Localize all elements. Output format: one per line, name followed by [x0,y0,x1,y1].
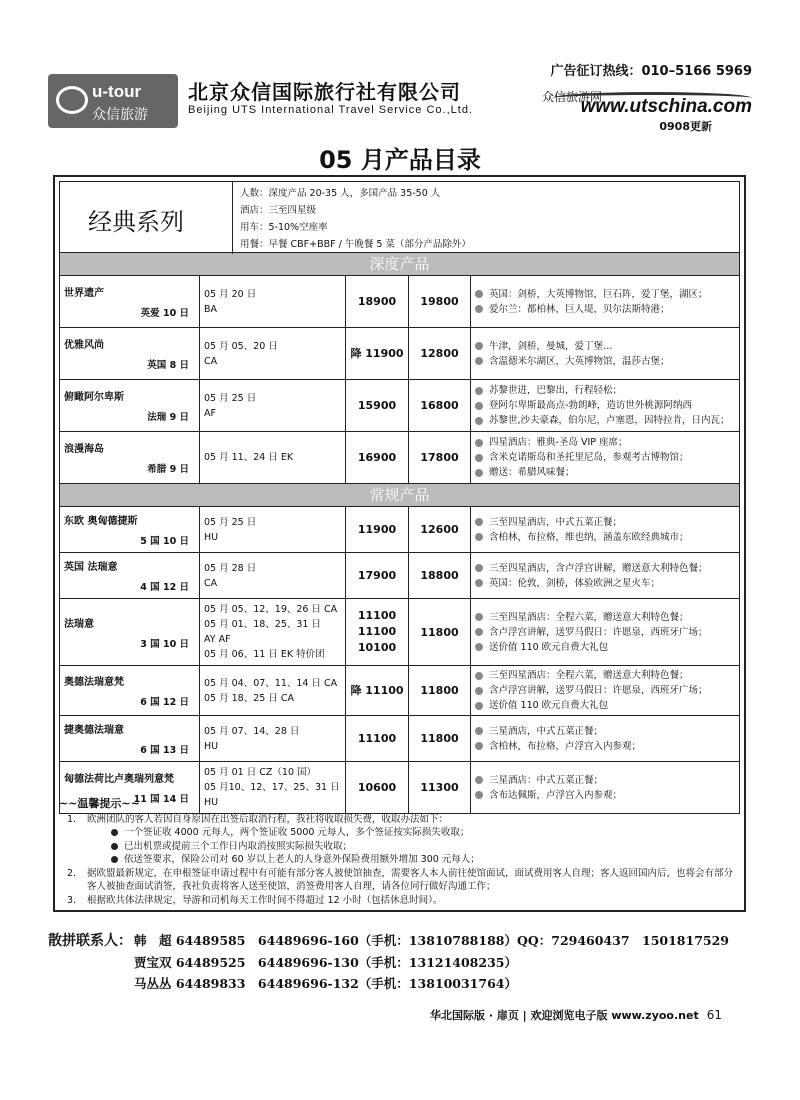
product-note: 三至四星酒店：全程六菜，赠送意大利特色餐； [489,611,689,623]
bullet-icon [475,305,483,313]
tip-number: 2. [67,867,77,879]
product-note: 三至四星酒店，含卢浮宫讲解，赠送意大利特色餐； [489,562,708,574]
product-date: 05 月 11、24 日 EK [204,452,294,463]
product-price: 15900 [357,398,397,412]
product-note: 苏黎世进，巴黎出，行程轻松； [489,385,623,396]
product-duration: 3 国 10 日 [140,638,189,650]
product-price-alt: 19800 [420,295,459,308]
catalog-frame [53,175,746,912]
bullet-icon [475,518,483,526]
product-price: 17900 [357,568,397,582]
product-price-alt: 12600 [420,523,459,536]
footer [430,1007,722,1023]
product-duration: 6 国 12 日 [140,697,189,708]
tip-text: 一个签证收 4000 元每人，两个签证收 5000 元每人，多个签证按实际损失收取； [124,827,470,838]
product-row [60,716,740,762]
product-row [60,328,740,380]
product-price: 18900 [357,294,397,308]
product-date: 05 月 18、25 日 CA [204,692,294,704]
product-date: 05 月 06、11 日 EK 特价团 [204,649,325,660]
product-price: 11100 [357,731,397,745]
product-price: 降 11100 [350,683,404,697]
product-name: 法瑞意 [64,618,94,630]
product-note: 四星酒店：雅典-圣岛 VIP 座席； [489,437,628,448]
product-name: 奥德法瑞意梵 [64,677,124,688]
utour-logo: u-tour 众信旅游 [48,74,178,128]
company-name-en: Beijing UTS International Travel Service Co.,Ltd. [188,104,474,116]
ad-hotline: 广告征订热线：010–5166 5969 [550,64,752,79]
tip-item [59,853,740,867]
product-row [60,380,740,432]
product-note: 含柏林，布拉格，维也纳，涵盖东欧经典城市； [489,531,689,543]
product-note: 英国：伦敦，剑桥，体验欧洲之星火车； [489,577,661,589]
product-date: HU [204,740,219,752]
tip-number: 1. [67,813,77,825]
product-note: 含柏林，布拉格，卢浮宫入内参观； [489,740,642,752]
bullet-icon [475,342,483,350]
site-url[interactable]: www.utschina.com [580,96,752,117]
product-note: 含卢浮宫讲解，送罗马假日：许愿泉，西班牙广场； [489,626,708,638]
regular-products-table [59,506,740,814]
product-date: 05 月 05、20 日 [204,340,278,352]
page-title: 05 月产品目录 [319,146,481,174]
bullet-icon [475,417,483,425]
tip-item [59,840,740,854]
contacts-label: 散拼联系人： [48,933,132,949]
product-price-alt: 11800 [420,625,459,639]
product-row [60,666,740,716]
bullet-icon [475,579,483,587]
classic-series-box [59,181,740,253]
product-row [60,432,740,484]
product-duration: 英国 8 日 [147,360,189,371]
product-name: 英国 法瑞意 [64,562,118,573]
product-note: 含布达佩斯，卢浮宫入内参观； [489,789,623,801]
product-price: 11100 [357,625,397,638]
product-price-alt: 11800 [420,684,459,697]
product-date: 05 月 20 日 [204,288,257,300]
product-date: AF [204,407,216,419]
tip-number: 3. [67,894,77,906]
product-price-alt: 11800 [420,732,459,745]
tips-title: ~~温馨提示~~ [59,797,140,810]
product-duration: 5 国 10 日 [140,536,189,547]
bullet-icon [111,856,118,863]
product-name: 优雅风尚 [64,340,104,351]
bullet-icon [475,357,483,365]
product-duration: 法瑞 9 日 [147,412,189,423]
bullet-icon [475,387,483,395]
bullet-icon [475,776,483,784]
product-note: 三至四星酒店：全程六菜，赠送意大利特色餐； [489,670,689,681]
product-note: 赠送：希腊风味餐； [489,467,575,478]
bullet-icon [111,843,118,850]
tip-text: 根据欧共体法律规定，导游和司机每天工作时间不得超过 12 小时（包括休息时间）。 [87,894,443,906]
product-note: 含米克诺斯岛和圣托里尼岛，参观考古博物馆； [489,452,689,463]
bullet-icon [111,829,118,836]
product-date: 05 月 04、07、11、14 日 CA [204,677,338,689]
product-row [60,276,740,328]
product-name: 世界遗产 [64,288,104,299]
bullet-icon [475,439,483,447]
site-label: 众信旅游网 [541,90,602,104]
product-date: 05 月 01 日 CZ（10 国） [204,767,317,778]
product-price: 10100 [357,641,397,654]
bullet-icon [475,454,483,462]
product-price-alt: 18800 [420,569,459,582]
product-price-alt: 16800 [420,399,459,412]
product-note: 登阿尔卑斯最高点-勃朗峰，造访世外桃源阿纳西 [489,400,692,411]
product-price: 10600 [357,780,397,794]
company-name-cn: 北京众信国际旅行社有限公司 [188,80,461,104]
product-duration: 4 国 12 日 [140,582,189,593]
bullet-icon [475,742,483,750]
update-label: 0908更新 [659,120,712,133]
deep-products-table [59,275,740,484]
contact-line: 韩 超 64489585 64489696-160（手机：13810788188）QQ：729460437 1501817529 [134,933,729,948]
product-note: 牛津，剑桥，曼城，爱丁堡… [489,340,613,352]
product-date: 05 月 07、14、28 日 [204,725,300,737]
tip-item [59,813,740,827]
bullet-icon [475,564,483,572]
product-price-alt: 11300 [420,781,459,794]
product-note: 苏黎世,沙夫豪森，伯尔尼，卢塞恩，因特拉肯，日内瓦； [489,415,730,426]
product-name: 捷奥德法瑞意 [64,725,124,736]
product-price: 11100 [357,609,397,622]
bullet-icon [475,290,483,298]
tip-text: 欧洲团队的客人若因自身原因在出签后取消行程，我社将收取损失费，收取办法如下： [87,813,449,825]
bullet-icon [475,687,483,695]
header [48,74,752,133]
page-number: 61 [706,1008,723,1022]
contact-line: 马丛丛 64489833 64489696-132（手机：13810031764） [134,976,517,991]
product-note: 爱尔兰：都柏林，巨人堤，贝尔法斯特港； [489,303,670,315]
contacts-section [48,930,729,994]
logo-mark-icon [56,86,88,114]
product-date: 05 月 05、12、19、26 日 CA [204,604,338,615]
product-row [60,507,740,553]
bullet-icon [475,628,483,636]
product-price: 11900 [357,522,397,536]
contact-line: 贾宝双 64489525 64489696-130（手机：13121408235） [134,955,517,970]
tip-item [59,894,740,908]
product-note: 三星酒店：中式五菜正餐； [489,774,604,786]
product-date: 05 月10、12、17、25、31 日 HU [204,782,340,808]
product-date: 05 月 25 日 [204,516,257,528]
product-name: 俯瞰阿尔卑斯 [64,392,124,403]
bullet-icon [475,702,483,710]
product-price-alt: 17800 [420,451,459,464]
product-note: 三至四星酒店，中式五菜正餐； [489,516,623,528]
footer-text: 华北国际版 · 扉页 | 欢迎浏览电子版 www.zyoo.net [430,1009,699,1022]
product-note: 送价值 110 欧元自费大礼包 [489,641,609,653]
product-duration: 英爱 10 日 [140,308,189,319]
product-date: AY AF [204,634,231,645]
product-name: 东欧 奥匈德捷斯 [64,516,138,527]
product-date: BA [204,303,218,315]
deep-products-band: 深度产品 [59,253,740,275]
product-price-alt: 12800 [420,347,459,360]
product-note: 含卢浮宫讲解，送罗马假日：许愿泉，西班牙广场； [489,685,708,696]
product-date: CA [204,577,218,589]
tip-text: 据欧盟最新规定，在申根签证申请过程中有可能有部分客人被使馆抽查，需要客人本人前往使馆面试，面试费用客人自理；客人返回国内后，也将会有部分客人被抽查面试消签，我社负责将客人送至使馆，消签费用客人自理，请各位同行做好沟通工作； [87,867,734,892]
product-note: 送价值 110 欧元自费大礼包 [489,700,609,711]
bullet-icon [475,402,483,410]
bullet-icon [475,469,483,477]
product-date: 05 月 25 日 [204,392,257,404]
product-price: 降 11900 [350,346,404,360]
product-name: 浪漫海岛 [64,444,104,455]
product-note: 三星酒店，中式五菜正餐； [489,725,604,737]
product-name: 匈德法荷比卢奥瑞列意梵 [64,774,174,785]
tips-section [59,797,740,907]
product-price: 16900 [357,450,397,464]
product-date: HU [204,531,219,543]
bullet-icon [475,533,483,541]
classic-specs: 人数：深度产品 20-35 人，多国产品 35-50 人 酒店：三至四星级 用车：5-10%空座率 用餐：早餐 CBF+BBF / 午晚餐 5 菜（部分产品除外） [240,188,471,250]
bullet-icon [475,672,483,680]
product-date: 05 月 28 日 [204,562,257,574]
product-duration: 希腊 9 日 [147,464,189,475]
product-duration: 6 国 13 日 [140,745,189,756]
regular-products-band: 常规产品 [59,484,740,506]
product-date: 05 月 01、18、25、31 日 [204,619,322,630]
product-row [60,553,740,599]
classic-series-title: 经典系列 [88,208,184,236]
tip-text: 已出机票或提前三个工作日内取消按照实际损失收取； [124,840,353,852]
tip-item [59,867,740,894]
bullet-icon [475,727,483,735]
product-note: 英国：剑桥，大英博物馆，巨石阵，爱丁堡，湖区； [489,288,708,300]
product-date: CA [204,355,218,367]
tip-item [59,826,740,840]
product-row [60,599,740,666]
bullet-icon [475,643,483,651]
product-note: 含温德米尔湖区，大英博物馆，温莎古堡； [489,355,670,367]
product-duration: 11 国 14 日 [133,794,189,805]
tip-text: 依送签要求，保险公司对 60 岁以上老人的人身意外保险费用额外增加 300 元每人； [124,854,480,865]
bullet-icon [475,613,483,621]
